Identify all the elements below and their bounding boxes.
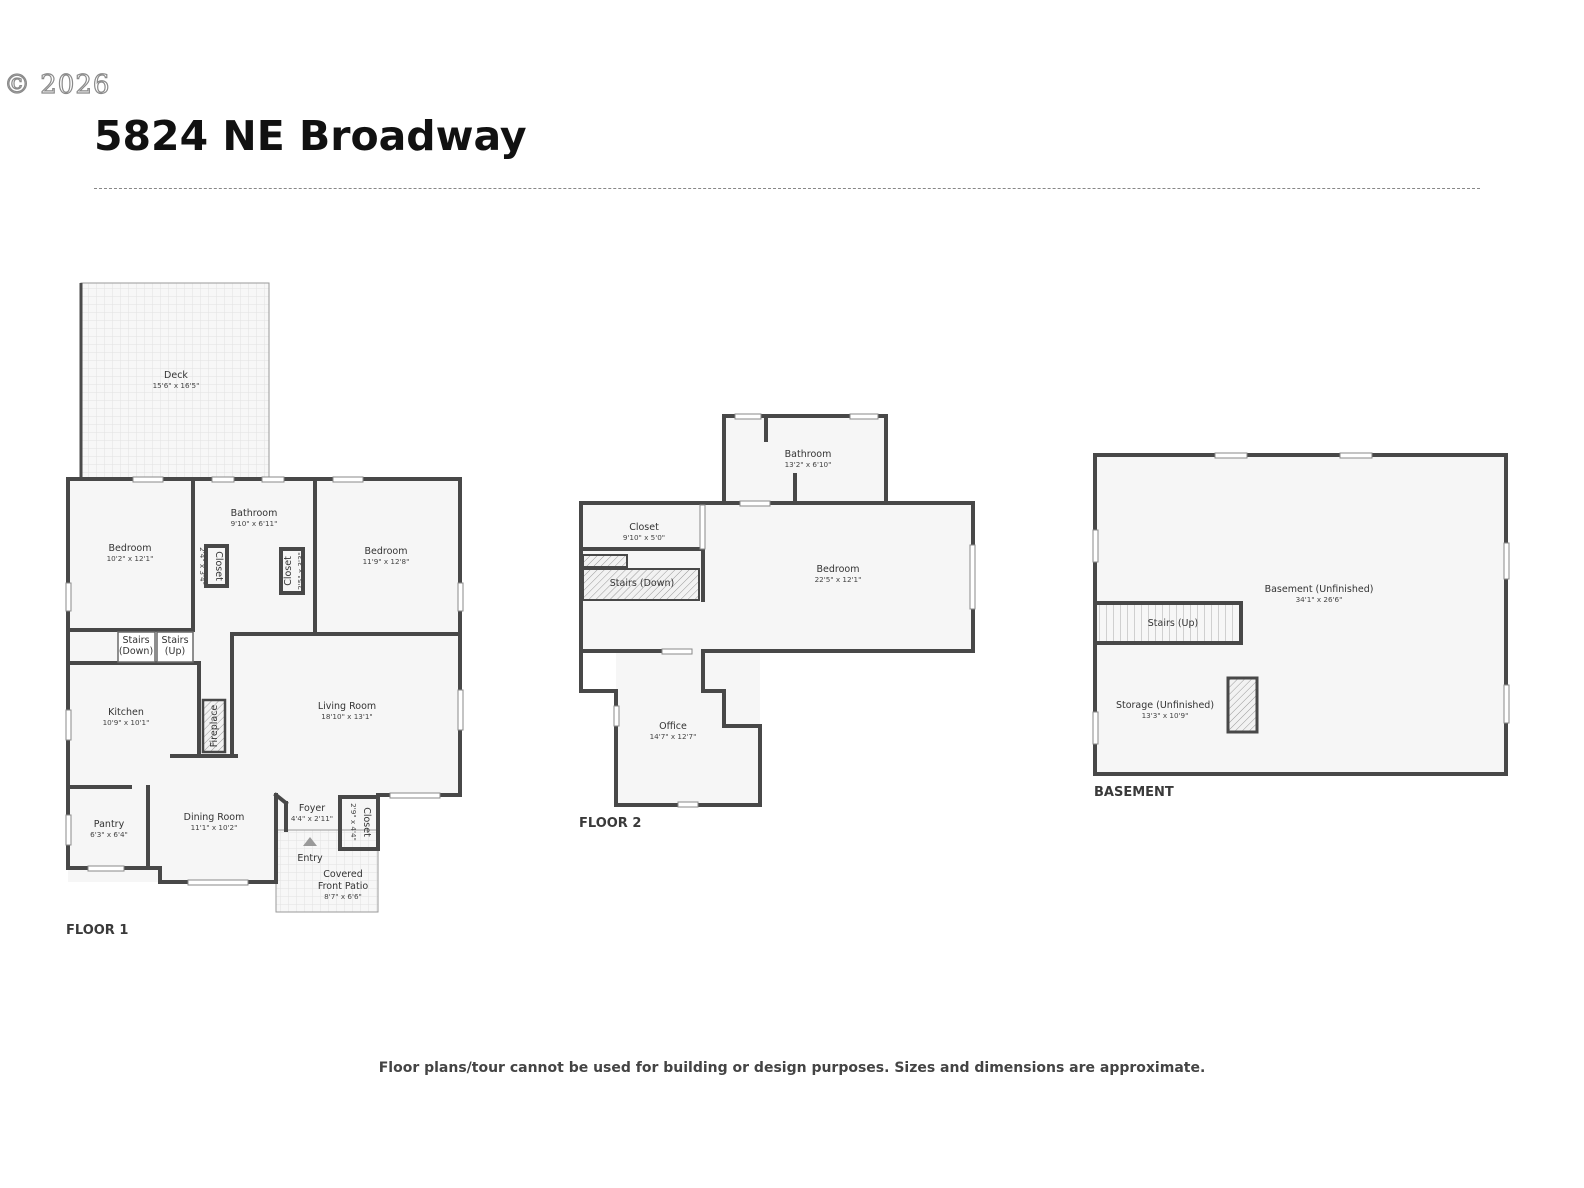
- kitchen-name: Kitchen: [108, 707, 144, 718]
- fireplace-name: Fireplace: [209, 704, 220, 748]
- bathroom-f1-dimensions: 9'10" x 6'11": [230, 519, 278, 528]
- deck-dimensions: 15'6" x 16'5": [152, 381, 200, 390]
- stairs-up-f1-name: Stairs: [161, 635, 189, 646]
- page-title: 5824 NE Broadway: [94, 112, 527, 160]
- floor-2-label: FLOOR 2: [579, 816, 642, 831]
- bedroom-f2-dimensions: 22'5" x 12'1": [814, 575, 862, 584]
- stairs-down-f1-name: Stairs: [122, 635, 150, 646]
- copyright-watermark: © 2026: [4, 70, 111, 100]
- entry-name: Entry: [297, 853, 323, 864]
- covered-patio-name-line1: Covered: [323, 869, 363, 880]
- stairs-up-basement-name: Stairs (Up): [1147, 618, 1199, 629]
- bedroom-f2-name: Bedroom: [816, 564, 860, 575]
- bathroom-f2-dimensions: 13'2" x 6'10": [784, 460, 832, 469]
- closet-c-name: Closet: [361, 807, 372, 837]
- covered-patio-name-line2: Front Patio: [317, 881, 369, 892]
- floor-2-plan: [581, 414, 975, 807]
- deck-name: Deck: [164, 370, 188, 381]
- floor-1-plan: [66, 283, 463, 912]
- bedroom-right-name: Bedroom: [364, 546, 408, 557]
- bedroom-right-dimensions: 11'9" x 12'8": [362, 557, 410, 566]
- bathroom-f1-name: Bathroom: [230, 508, 278, 519]
- closet-b-name: Closet: [283, 556, 294, 586]
- closet-b-dimensions: 2'5" x 3'3": [296, 552, 305, 590]
- dining-room-dimensions: 11'1" x 10'2": [190, 823, 238, 832]
- stairs-up-f1-sub: (Up): [164, 646, 186, 657]
- stairs-down-f2-name: Stairs (Down): [609, 578, 675, 589]
- basement-name: Basement (Unfinished): [1264, 584, 1374, 595]
- stairs-down-f1-sub: (Down): [118, 646, 154, 657]
- foyer-name: Foyer: [298, 803, 326, 814]
- living-room-dimensions: 18'10" x 13'1": [321, 712, 373, 721]
- storage-dimensions: 13'3" x 10'9": [1141, 711, 1189, 720]
- office-dimensions: 14'7" x 12'7": [649, 732, 697, 741]
- disclaimer-text: Floor plans/tour cannot be used for building or design purposes. Sizes and dimensions are approximate.: [378, 1060, 1206, 1076]
- pantry-name: Pantry: [93, 819, 125, 830]
- bathroom-f2-name: Bathroom: [784, 449, 832, 460]
- dining-room-name: Dining Room: [183, 812, 245, 823]
- bedroom-left-dimensions: 10'2" x 12'1": [106, 554, 154, 563]
- bedroom-left-name: Bedroom: [108, 543, 152, 554]
- office-name: Office: [659, 721, 687, 732]
- closet-f2-name: Closet: [629, 522, 659, 533]
- pantry-dimensions: 6'3" x 6'4": [90, 830, 128, 839]
- covered-patio-dimensions: 8'7" x 6'6": [324, 892, 362, 901]
- kitchen-dimensions: 10'9" x 10'1": [102, 718, 150, 727]
- living-room-name: Living Room: [317, 701, 377, 712]
- closet-c-dimensions: 2'9" x 4'4": [349, 803, 358, 841]
- foyer-dimensions: 4'4" x 2'11": [290, 814, 334, 823]
- basement-dimensions: 34'1" x 26'6": [1295, 595, 1343, 604]
- floor-1-label: FLOOR 1: [66, 923, 129, 938]
- storage-name: Storage (Unfinished): [1115, 700, 1215, 711]
- closet-a-name: Closet: [213, 551, 224, 581]
- closet-a-dimensions: 2'4" x 3'4": [198, 547, 207, 585]
- basement-plan: [1093, 453, 1509, 774]
- basement-label: BASEMENT: [1094, 785, 1174, 800]
- closet-f2-dimensions: 9'10" x 5'0": [622, 533, 666, 542]
